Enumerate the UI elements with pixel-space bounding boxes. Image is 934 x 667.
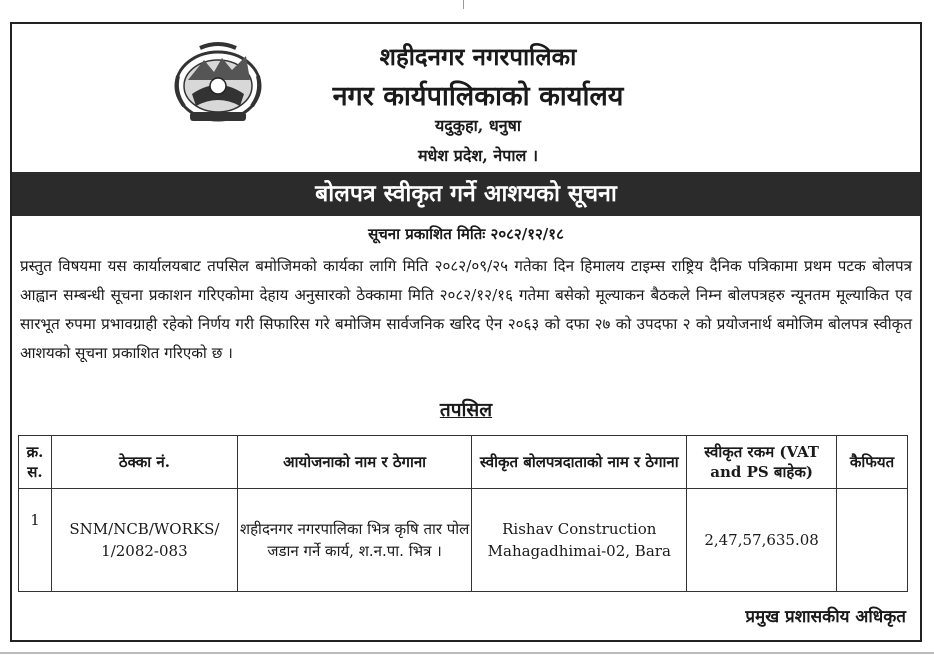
header-bidder: स्वीकृत बोलपत्रदाताको नाम र ठेगाना: [472, 436, 687, 489]
office-province: मधेश प्रदेश, नेपाल ।: [417, 146, 539, 165]
cell-sn: 1: [19, 489, 52, 592]
header-remarks: कैफियत: [837, 436, 908, 489]
top-divider-tick: [463, 0, 464, 9]
header-amount: स्वीकृत रकम (VAT and PS बाहेक): [687, 436, 837, 489]
cell-project: शहीदनगर नगरपालिका भित्र कृषि तार पोल जडान गर्ने कार्य, श.न.पा. भित्र ।: [237, 489, 472, 592]
top-separator: [0, 0, 934, 14]
office-location: यदुकुहा, धनुषा: [435, 116, 521, 135]
notice-body: प्रस्तुत विषयमा यस कार्यालयबाट तपसिल बमोजिमको कार्यका लागि मिति २०८२/०९/२५ गतेका दिन हिमालय टाइम्स राष्ट्रिय दैनिक पत्रिकामा प्रथम पटक बोलपत्र आह्वान सम्बन्धी सूचना प्रकाशन गरिएकोमा देहाय अनुसारको ठेक्कामा मिति २०८२/१२/१६ गतेमा बसेको मूल्याकन बैठकले निम्न बोलपत्रहरु न्यूनतम मूल्याकित एव सारभूत रुपमा प्रभावग्राही रहेको निर्णय गरी सिफारिस गरे बमोजिम सार्वजनिक खरिद ऐन २०६३ को दफा २७ को उपदफा २ को प्रयोजनार्थ बमोजिम बोलपत्र स्वीकृत आशयको सूचना प्रकाशित गरिएको छ ।: [20, 257, 912, 362]
cell-bidder: Rishav Construction Mahagadhimai-02, Bara: [472, 489, 687, 592]
notice-frame: [10, 22, 922, 642]
table-header-row: [19, 436, 908, 489]
header-sn: क्र. स.: [19, 436, 52, 489]
schedule-heading: तपसिल: [439, 399, 493, 421]
header-project: आयोजनाको नाम र ठेगाना: [237, 436, 472, 489]
cell-amount: 2,47,57,635.08: [687, 489, 837, 592]
office-name: नगर कार्यपालिकाको कार्यालय: [332, 81, 624, 112]
cell-remarks: [837, 489, 908, 592]
notice-title: बोलपत्र स्वीकृत गर्ने आशयको सूचना: [12, 172, 920, 216]
published-date: सूचना प्रकाशित मितिः २०८२/१२/१८: [368, 225, 564, 243]
table-row: [19, 489, 908, 592]
header-contract-no: ठेक्का नं.: [51, 436, 237, 489]
bottom-separator: [0, 652, 934, 654]
cell-contract-no: SNM/NCB/WORKS/ 1/2082-083: [51, 489, 237, 592]
award-table: [18, 435, 908, 592]
municipality-name: शहीदनगर नगरपालिका: [379, 42, 577, 71]
signatory-title: प्रमुख प्रशासकीय अधिकृत: [745, 607, 906, 627]
